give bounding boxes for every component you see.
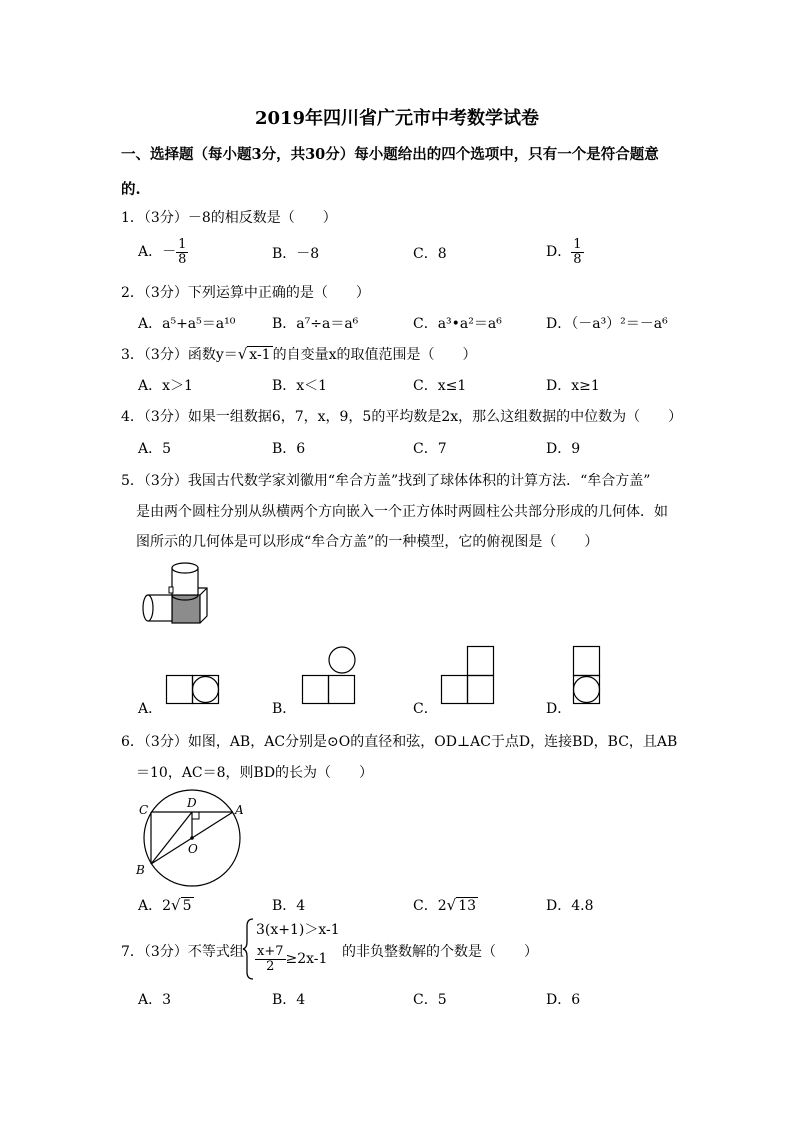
q1-a-label: A．－ xyxy=(138,244,177,261)
q1-stem: 1．（3分）－8的相反数是（ ） xyxy=(121,210,337,226)
q7-option-a: A．3 xyxy=(138,992,172,1008)
q2-option-b: B．a⁷÷a＝a⁶ xyxy=(272,316,359,332)
q6-circle-figure xyxy=(130,790,250,878)
q7-stem-pre: 7．（3分）不等式组 xyxy=(121,944,244,960)
q6-option-d: D．4.8 xyxy=(546,898,594,914)
q4-option-c: C．7 xyxy=(413,441,447,457)
q7-option-d: D．6 xyxy=(546,992,581,1008)
q7-brace xyxy=(243,918,255,980)
q3-option-d: D．x≥1 xyxy=(546,378,600,394)
q6-label-c: C xyxy=(139,803,149,817)
q7-fraction xyxy=(255,945,286,973)
q5-solid-figure xyxy=(138,560,218,635)
q6-label-o: O xyxy=(188,842,198,856)
q5-option-a-figure xyxy=(166,675,221,705)
q5-line2: 是由两个圆柱分别从纵横两个方向嵌入一个正方体时两圆柱公共部分形成的几何体．如 xyxy=(136,504,668,520)
q4-option-a: A．5 xyxy=(138,441,172,457)
q6-c-pre: C．2 xyxy=(413,898,447,914)
q1-option-b: B．－8 xyxy=(272,246,320,262)
q5-option-a: A． xyxy=(138,701,163,717)
q3-option-b: B．x＜1 xyxy=(272,378,328,394)
q4-option-d: D．9 xyxy=(546,441,581,457)
q4-option-b: B．6 xyxy=(272,441,306,457)
q1-a-den: 8 xyxy=(178,251,187,267)
q3-stem-post: 的自变量x的取值范围是（ ） xyxy=(272,347,477,363)
q2-option-c: C．a³•a²＝a⁶ xyxy=(413,316,502,332)
q3-stem: 3．（3分）函数y＝√ x-1 的自变量x的取值范围是（ ） xyxy=(121,345,477,363)
q7-fraction-num: x+7 xyxy=(257,944,284,959)
q3-stem-pre: 3．（3分）函数y＝ xyxy=(121,347,238,363)
q4-stem: 4．（3分）如果一组数据6，7，x，9，5的平均数是2x，那么这组数据的中位数为（ ） xyxy=(121,409,683,425)
q5-option-c: C． xyxy=(413,701,438,717)
q3-radicand: x-1 xyxy=(249,347,271,363)
q6-label-a: A xyxy=(235,803,244,817)
q7-inequality-2 xyxy=(255,945,327,973)
q1-option-c: C．8 xyxy=(413,246,447,262)
q6-option-a: A．2√ 5 xyxy=(138,896,192,914)
section-heading-line1: 一、选择题（每小题3分，共30分）每小题给出的四个选项中，只有一个是符合题意 xyxy=(121,146,659,163)
q1-option-a xyxy=(138,238,188,266)
q2-option-d: D．（－a³）²＝－a⁶ xyxy=(546,316,668,332)
q5-option-c-figure xyxy=(440,645,496,707)
q1-d-fraction xyxy=(571,238,583,266)
q6-label-d: D xyxy=(187,796,197,810)
q6-line1: 6．（3分）如图，AB，AC分别是⊙O的直径和弦，OD⊥AC于点D，连接BD，BC，且AB xyxy=(121,734,678,750)
q1-a-fraction xyxy=(176,238,188,266)
q5-line3: 图所示的几何体是可以形成“牟合方盖”的一种模型，它的俯视图是（ ） xyxy=(136,534,599,550)
q7-inequality-1: 3(x+1)＞x-1 xyxy=(256,922,340,938)
q7-fraction-den: 2 xyxy=(266,958,275,974)
q1-d-label: D． xyxy=(546,244,572,261)
q5-option-d: D． xyxy=(546,701,572,717)
page-title: 2019年四川省广元市中考数学试卷 xyxy=(254,108,540,129)
q1-d-den: 8 xyxy=(573,251,582,267)
q3-option-a: A．x＞1 xyxy=(138,378,193,394)
q7-inequality-2-rest: ≥2x-1 xyxy=(285,951,328,968)
q5-option-b: B． xyxy=(272,701,297,717)
q7-stem-post: 的非负整数解的个数是（ ） xyxy=(342,944,538,960)
q7-option-b: B．4 xyxy=(272,992,306,1008)
q6-a-radicand: 5 xyxy=(182,898,192,914)
q5-option-d-figure xyxy=(572,645,604,707)
q6-option-c: C．2√ 13 xyxy=(413,896,477,914)
q2-stem: 2．（3分）下列运算中正确的是（ ） xyxy=(121,285,370,301)
q6-a-pre: A．2 xyxy=(138,898,172,914)
q1-a-num: 1 xyxy=(178,237,187,252)
q5-option-b-figure xyxy=(300,645,356,707)
q6-line2: ＝10，AC＝8，则BD的长为（ ） xyxy=(136,765,374,781)
q6-c-radicand: 13 xyxy=(458,898,477,914)
section-heading-line2: 的. xyxy=(121,181,141,198)
q1-d-num: 1 xyxy=(573,237,582,252)
q1-option-d xyxy=(546,238,584,266)
q7-option-c: C．5 xyxy=(413,992,447,1008)
q6-label-b: B xyxy=(136,863,145,877)
q6-option-b: B．4 xyxy=(272,898,306,914)
q3-option-c: C．x≤1 xyxy=(413,378,467,394)
q2-option-a: A．a⁵+a⁵＝a¹⁰ xyxy=(138,316,236,332)
q5-line1: 5．（3分）我国古代数学家刘徽用“牟合方盖”找到了球体体积的计算方法．“牟合方盖” xyxy=(121,473,651,489)
